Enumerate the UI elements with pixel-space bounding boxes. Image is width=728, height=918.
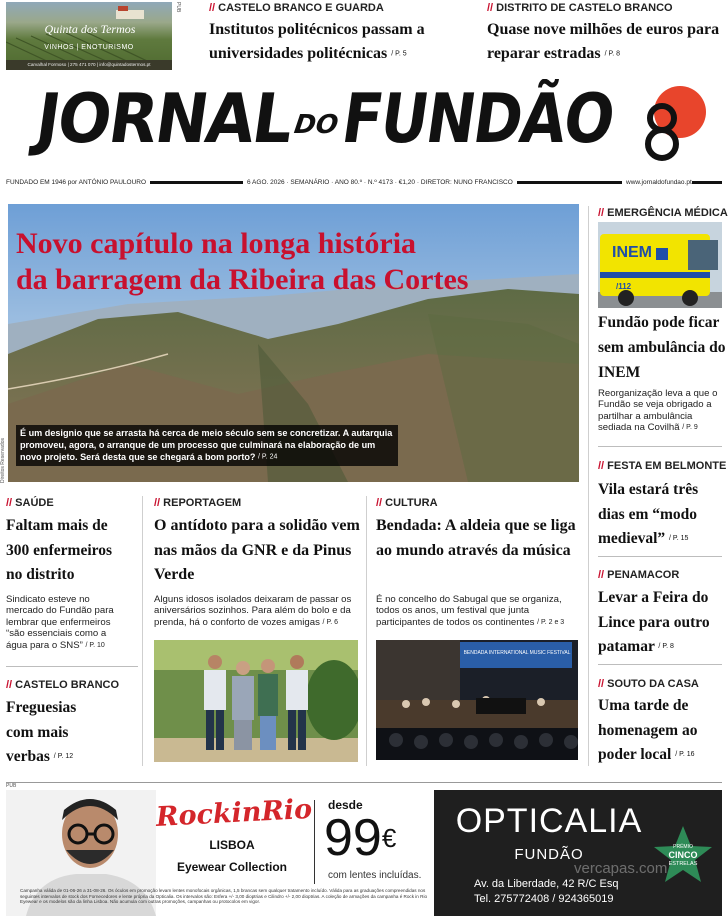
cultura-kicker: // CULTURA xyxy=(376,497,438,509)
opticalia-location: FUNDÃO xyxy=(514,846,584,863)
ambulance-number: /112 xyxy=(616,282,632,291)
lead-headline[interactable] xyxy=(16,226,576,298)
saude-body: Sindicato esteve no mercado do Fundão para lembrar que enfermeiros “são essenciais como a água para o SNS” / P. 10 xyxy=(6,594,114,651)
ambulance-photo[interactable] xyxy=(598,222,722,308)
anniversary-badge xyxy=(636,84,716,164)
reportagem-headline[interactable]: O antídoto para a solidão vem nas mãos da GNR e da Pinus Verde xyxy=(154,517,360,583)
edition-info: 6 AGO. 2026 · SEMANÁRIO · ANO 80.º · N.º 4173 · €1,20 · DIRETOR: NUNO FRANCISCO xyxy=(243,179,517,186)
bottom-ad[interactable] xyxy=(6,790,722,916)
castelo-headline[interactable]: Freguesias com mais verbas / P. 12 xyxy=(6,699,77,765)
sidebar-3-kicker: // PENAMACOR xyxy=(598,569,680,581)
founded-line: FUNDADO EM 1946 por ANTÓNIO PAULOURO xyxy=(6,179,150,186)
sidebar-2-kicker: // FESTA EM BELMONTE xyxy=(598,460,727,472)
top-story-1-kicker: // CASTELO BRANCO E GUARDA xyxy=(209,2,384,14)
award-mid: CINCO xyxy=(668,850,698,860)
saude-headline[interactable]: Faltam mais de 300 enfermeiros no distrito xyxy=(6,517,113,583)
opticalia-address: Av. da Liberdade, 42 R/C Esq xyxy=(474,878,619,890)
ambulance-image xyxy=(598,222,722,308)
masthead-word-do: DO xyxy=(292,110,341,140)
top-story-2-kicker: // DISTRITO DE CASTELO BRANCO xyxy=(487,2,673,14)
reportagem-body: Alguns idosos isolados deixaram de passar os aniversários sozinhos. Para além do bolo e da prenda, há o conforto de vozes amigas / P. 6 xyxy=(154,594,352,629)
orchestra-concert-photo xyxy=(376,640,578,760)
sidebar-2-headline[interactable]: Vila estará três dias em “modo medieval” / P. 15 xyxy=(598,481,699,547)
gnr-elderly-photo xyxy=(154,640,358,762)
castelo-kicker: // CASTELO BRANCO xyxy=(6,679,120,691)
fineprint: Campanha válida de 01-06-26 a 31-08-26. Os óculos em promoção levam lentes monofocais orgânicas, 1,5 brancas sem qualquer tratamento incluído. Válida para as graduações compreendidas nos seguintes intervalos de stock dos Fornecedores e lente própria da Opticalia. Os intervalos são: Esfera +/- 3,00 dioptrias e Cilindro +/- 2,00 dioptrias. A coleção de armações da campanha é Rock in Rio Eyewear e os modelos são da linha Lisboa. Não acumula com outras promoções, campanhas ou protocolos em vigor. xyxy=(20,888,428,905)
sidebar-4-headline[interactable]: Uma tarde de homenagem ao poder local / P. 16 xyxy=(598,697,698,763)
reportagem-photo[interactable] xyxy=(154,640,358,762)
price-value: 99€ xyxy=(324,809,397,867)
photo-credit: Direitos Reservados xyxy=(0,438,6,484)
opticalia-panel[interactable] xyxy=(434,790,722,916)
reportagem-kicker: // REPORTAGEM xyxy=(154,497,242,509)
lead-headline-line-1: Novo capítulo na longa história xyxy=(16,227,417,260)
sidebar-1-headline[interactable]: Fundão pode ficar sem ambulância do INEM xyxy=(598,314,726,381)
top-story-1-headline[interactable]: Institutos politécnicos passam a universidades politécnicas / P. 5 xyxy=(209,21,425,62)
saude-kicker: // SAÚDE xyxy=(6,497,54,509)
award-bot: ESTRELAS xyxy=(668,861,698,867)
badge-80-icon xyxy=(636,84,716,164)
rock-in-rio-city: LISBOA xyxy=(209,838,255,852)
cultura-photo[interactable] xyxy=(376,640,578,760)
lead-caption: É um designio que se arrasta há cerca de meio século sem se concretizar. A autarquia promoveu, agora, o arranque de um processo que culminará na elaboração de um novo projeto. Será desta que se chegará a bom porto? / P. 24 xyxy=(16,425,398,466)
award-top: PRÉMIO xyxy=(673,844,693,850)
bottom-pub-label: PUB xyxy=(6,783,17,789)
top-ad[interactable] xyxy=(6,2,172,70)
sidebar-1-body: Reorganização leva a que o Fundão se veja obrigado a partilhar a ambulância sediada na Covilhã / P. 9 xyxy=(598,388,718,434)
cultura-body: É no concelho do Sabugal que se organiza, todos os anos, um festival que junta participantes de todos os continentes / P. 2 e 3 xyxy=(376,594,565,629)
website[interactable]: www.jornaldofundao.pt xyxy=(622,179,692,186)
top-ad-footer: Carvalhal Formoso | 275 471 070 | info@quintadostermos.pt xyxy=(6,60,172,70)
lead-headline-line-2: da barragem da Ribeira das Cortes xyxy=(16,263,469,296)
ambulance-label: INEM xyxy=(612,244,652,261)
price-desde: desde xyxy=(328,798,363,812)
pub-label: PUB xyxy=(175,2,181,13)
masthead-title[interactable] xyxy=(30,80,662,170)
rock-in-rio-logo: RockinRio xyxy=(155,793,313,833)
opticalia-brand: OPTICALIA xyxy=(455,802,643,840)
masthead-word-fundao: FUNDÃO xyxy=(337,80,618,159)
sidebar-4-kicker: // SOUTO DA CASA xyxy=(598,678,699,690)
cultura-headline[interactable]: Bendada: A aldeia que se liga ao mundo através da música xyxy=(376,517,576,559)
top-story-2-headline[interactable]: Quase nove milhões de euros para reparar estradas / P. 8 xyxy=(487,21,720,62)
sidebar-3-headline[interactable]: Levar a Feira do Lince para outro patamar / P. 8 xyxy=(598,589,710,655)
watermark: vercapas.com xyxy=(574,860,668,877)
price-note: com lentes incluídas. xyxy=(328,870,422,881)
eyewear-collection: Eyewear Collection xyxy=(176,860,288,874)
top-ad-tagline: VINHOS | ENOTURISMO xyxy=(44,44,134,51)
festival-banner: BENDADA INTERNATIONAL MUSIC FESTIVAL xyxy=(463,650,571,656)
opticalia-phone: Tel. 275772408 / 924365019 xyxy=(474,893,614,905)
top-ad-brand: Quinta dos Termos xyxy=(44,22,136,36)
sidebar-1-kicker: // EMERGÊNCIA MÉDICA xyxy=(598,207,728,219)
masthead-word-jornal: JORNAL xyxy=(31,80,297,159)
